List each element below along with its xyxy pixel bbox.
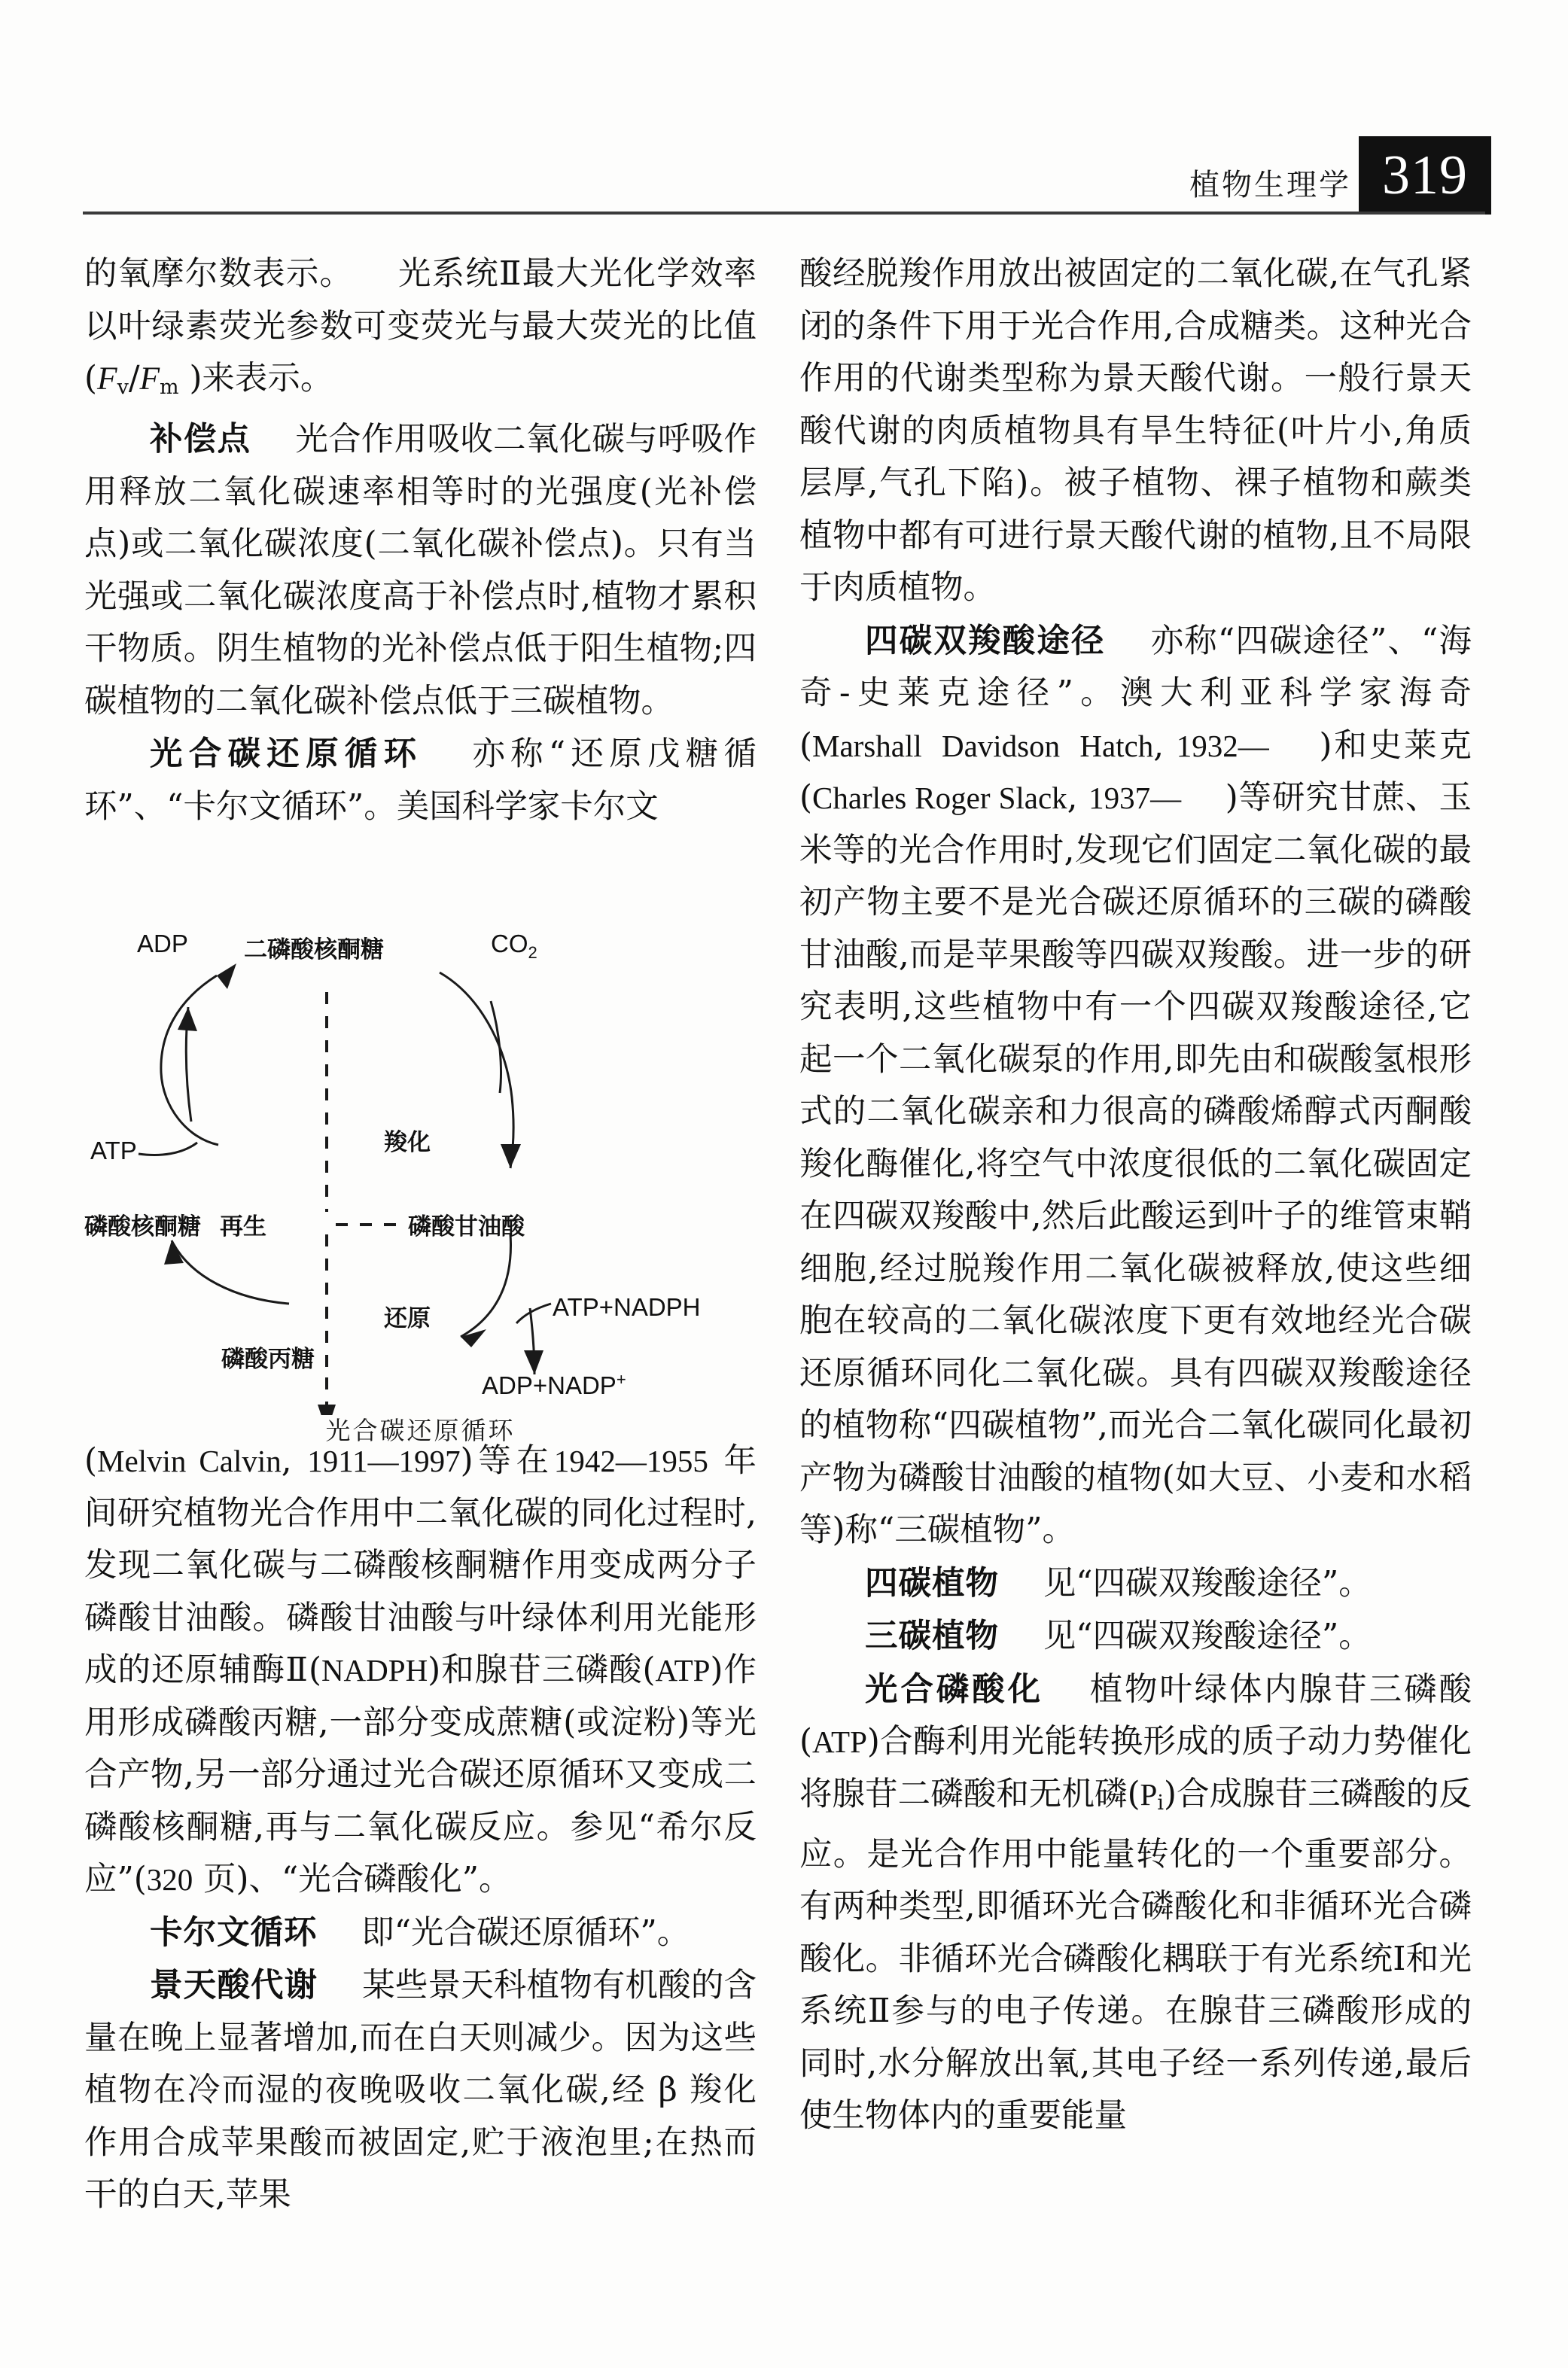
- term-pcr-cycle: 光合碳还原循环: [150, 735, 423, 774]
- paragraph-c3-plants: 三碳植物 见“四碳双羧酸途径”。: [865, 1617, 1372, 1655]
- paragraph-cam: 景天酸代谢 某些景天科植物有机酸的含量在晚上显著增加,而在白天则减少。因为这些植物在冷而湿的夜晚吸收二氧化碳,经 β 羧化作用合成苹果酸而被固定,贮于液泡里;在热而干的白天,苹果: [84, 1966, 757, 2214]
- figure-label-atp-nadph: ATP+NADPH: [553, 1293, 701, 1321]
- term-compensation-point: 补偿点: [150, 420, 251, 459]
- arrowhead-to-triose-phosphate: [461, 1329, 486, 1347]
- term-c4-pathway: 四碳双羧酸途径: [865, 621, 1106, 660]
- paragraph-calvin-continued: (Melvin Calvin, 1911—1997)等在1942—1955 年间研究植物光合作用中二氧化碳的同化过程时,发现二氧化碳与二磷酸核酮糖作用变成两分子磷酸甘油酸。磷酸甘油酸与叶绿体利用光能形成的还原辅酶Ⅱ(NADPH)和腺苷三磷酸(ATP)作用形成磷酸丙糖,一部分变成蔗糖(或淀粉)等光合产物,另一部分通过光合碳还原循环又变成二磷酸核酮糖,再与二氧化碳反应。参见“希尔反应”(320 页)、“光合磷酸化”。: [84, 1442, 757, 1899]
- arc-regeneration-lower: [172, 1240, 289, 1304]
- paragraph-photophosphorylation: 光合磷酸化 植物叶绿体内腺苷三磷酸(ATP)合酶利用光能转换形成的质子动力势催化将腺苷二磷酸和无机磷$(P_i)$合成腺苷三磷酸的反应。是光合作用中能量转化的一个重要部分。有两种类型,即循环光合磷酸化和非循环光合磷酸化。非循环光合磷酸化耦联于有光系统Ⅰ和光系统Ⅱ参与的电子传递。在腺苷三磷酸形成的同时,水分解放出氧,其电子经一系列传递,最后使生物体内的重要能量: [799, 1669, 1472, 2135]
- page-title: 植物生理学: [1189, 168, 1351, 202]
- page-number-badge: [1359, 136, 1491, 215]
- right-column: [799, 248, 1472, 2143]
- figure-label-atp: ATP: [90, 1137, 137, 1164]
- arrowhead-to-adp: [178, 1007, 197, 1031]
- paragraph-c4-plants: 四碳植物 见“四碳双羧酸途径”。: [865, 1563, 1372, 1603]
- figure-label-carboxylation: 羧化: [384, 1129, 431, 1156]
- line-co2-in: [491, 1001, 501, 1093]
- paragraph-cam-continued: 酸经脱羧作用放出被固定的二氧化碳,在气孔紧闭的条件下用于光合作用,合成糖类。这种光合作用的代谢类型称为景天酸代谢。一般行景天酸代谢的肉质植物具有旱生特征(叶片小,角质层厚,气孔下陷)。被子植物、裸子植物和蕨类植物中都有可进行景天酸代谢的植物,且不局限于肉质植物。: [799, 255, 1472, 607]
- figure-label-pga: 磷酸甘油酸: [408, 1213, 525, 1240]
- arc-carboxylation: [440, 972, 513, 1168]
- header-rule: [83, 212, 1485, 215]
- figure-label-ribulose-phosphate: 磷酸核酮糖: [84, 1213, 201, 1240]
- paragraph-oxygen-moles: 的氧摩尔数表示。 光系统Ⅱ最大光化学效率以叶绿素荧光参数可变荧光与最大荧光的比值($F_v/F_m$ )来表示。: [84, 255, 757, 399]
- page-number: 319: [1382, 145, 1468, 206]
- figure-label-triose-phosphate: 磷酸丙糖: [221, 1346, 315, 1373]
- figure-label-reduction: 还原: [384, 1305, 431, 1332]
- arc-reduction: [461, 1234, 510, 1337]
- figure-label-rubp: 二磷酸核酮糖: [244, 936, 384, 963]
- paragraph-calvin-cycle: 卡尔文循环 即“光合碳还原循环”。: [150, 1913, 690, 1952]
- paragraph-compensation-point: 补偿点 光合作用吸收二氧化碳与呼吸作用释放二氧化碳速率相等时的光强度(光补偿点)或二氧化碳浓度(二氧化碳补偿点)。只有当光强或二氧化碳浓度高于补偿点时,植物才累积干物质。阴生植物的光补偿点低于阳生植物;四碳植物的二氧化碳补偿点低于三碳植物。: [84, 420, 757, 720]
- calvin-cycle-diagram: [84, 858, 757, 1415]
- term-calvin-cycle: 卡尔文循环: [150, 1913, 318, 1952]
- figure-label-co2: $CO_2$: [491, 930, 537, 962]
- figure-label-regeneration: 再生: [220, 1213, 266, 1240]
- running-head: [83, 132, 1485, 215]
- term-c3-plants: 三碳植物: [865, 1617, 999, 1655]
- paragraph-c4-pathway: 四碳双羧酸途径 亦称“四碳途径”、“海奇-史莱克途径”。澳大利亚科学家海奇(Marshall Davidson Hatch, 1932— )和史莱克(Charles Roger Slack, 1937— )等研究甘蔗、玉米等的光合作用时,发现它们固定二氧化碳的最初产物主要不是光合碳还原循环的三碳的磷酸甘油酸,而是苹果酸等四碳双羧酸。进一步的研究表明,这些植物中有一个四碳双羧酸途径,它起一个二氧化碳泵的作用,即先由和碳酸氢根形式的二氧化碳亲和力很高的磷酸烯醇式丙酮酸羧化酶催化,将空气中浓度很低的二氧化碳固定在四碳双羧酸中,然后此酸运到叶子的维管束鞘细胞,经过脱羧作用二氧化碳被释放,使这些细胞在较高的二氧化碳浓度下更有效地经光合碳还原循环同化二氧化碳。具有四碳双羧酸途径的植物称“四碳植物”,而光合二氧化碳同化最初产物为磷酸甘油酸的植物(如大豆、小麦和水稻等)称“三碳植物”。: [799, 621, 1472, 1549]
- arc-regeneration-upper: [161, 976, 218, 1145]
- calvin-cycle-figure: [84, 858, 757, 1453]
- figure-label-adp-nadp: ADP+NADP+: [482, 1370, 626, 1399]
- arrowhead-to-rubp: [217, 963, 236, 989]
- figure-label-adp: ADP: [137, 930, 188, 957]
- arrowhead-to-pga: [501, 1144, 521, 1168]
- term-photophosphorylation: 光合磷酸化: [865, 1669, 1043, 1709]
- figure-caption: 光合碳还原循环: [325, 1416, 516, 1445]
- term-c4-plants: 四碳植物: [865, 1563, 999, 1603]
- line-atp-in: [139, 1143, 197, 1155]
- term-cam: 景天酸代谢: [150, 1966, 318, 2005]
- line-atp-nadph-in: [516, 1304, 551, 1323]
- paragraph-pcr-cycle: 光合碳还原循环 亦称“还原戊糖循环”、“卡尔文循环”。美国科学家卡尔文: [84, 735, 757, 826]
